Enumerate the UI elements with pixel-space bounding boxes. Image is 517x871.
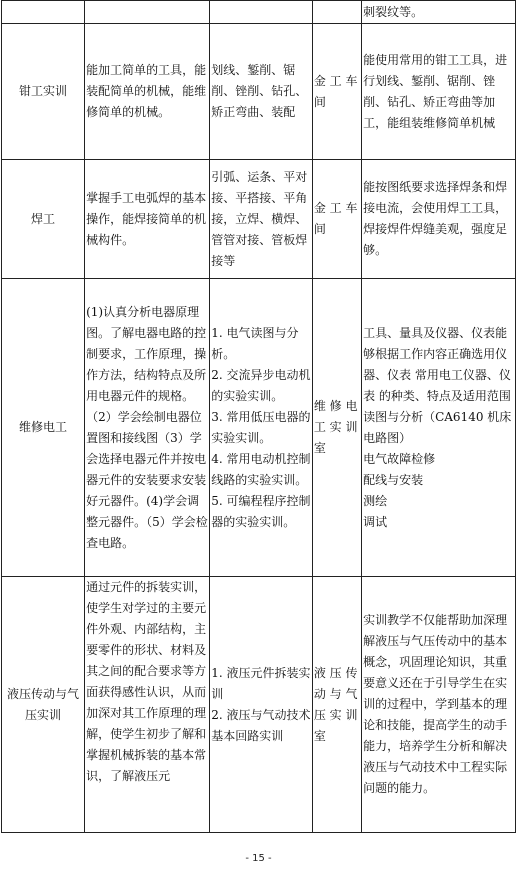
requirement-cell: 刺裂纹等。: [362, 1, 516, 24]
requirement-cell: 能按图纸要求选择焊条和焊接电流，会使用焊工工具，焊接焊件焊缝美观，强度足够。: [362, 160, 516, 279]
requirement-cell: 实训教学不仅能帮助加深理解液压与气压传动中的基本概念，巩固理论知识，其重要意义还在于引导学生在实训的过程中，学到基本的理论和技能，提高学生的动手能力，培养学生分析和解决液压与气动技术中工程实际问题的能力。: [362, 577, 516, 833]
requirement-item: 测绘: [363, 493, 388, 508]
content-cell: 引弧、运条、平对接、平搭接、平角接，立焊、横焊、管管对接、管板焊接等: [210, 160, 313, 279]
course-name-cell: 液压传动与气压实训: [2, 577, 85, 833]
course-name-cell: 焊工: [2, 160, 85, 279]
content-item: 1. 液压元件拆装实训: [211, 665, 311, 701]
requirement-cell: 能使用常用的钳工工具，进行划线、錾削、锯削、锉削、钻孔、矫正弯曲等加工，能组装维修简单机械: [362, 24, 516, 160]
table-row: [2, 24, 516, 160]
place-cell: 金 工 车间: [312, 160, 361, 279]
requirement-item: 调试: [363, 514, 388, 529]
goal-cell: (1)认真分析电器原理图。了解电器电路的控制要求，工作原理，操作方法，结构特点及所用电器元件的规格。（2）学会绘制电器位置图和接线图（3）学会选择电器元件并按电器元件的安装要求安装好元器件。(4)学会调整元器件。（5）学会检查电路。: [85, 279, 210, 577]
requirement-item: 读图与分析（CA6140 机床电路图）: [363, 409, 512, 445]
requirement-item: 电气故障检修: [363, 451, 436, 466]
requirement-cell: [362, 279, 516, 577]
table-row: [2, 160, 516, 279]
goal-cell: 通过元件的拆装实训，使学生对学过的主要元件外观、内部结构，主要零件的形状、材料及其之间的配合要求等方面获得感性认识，从而加深对其工作原理的理解，使学生初步了解和掌握机械拆装的基本常识，了解液压元: [85, 577, 210, 833]
place-cell: 液 压 传动 与 气压 实 训室: [312, 577, 361, 833]
content-cell: [210, 279, 313, 577]
place-cell: 金 工 车间: [312, 24, 361, 160]
content-item: 2. 液压与气动技术基本回路实训: [211, 707, 311, 743]
goal-cell: [85, 1, 210, 24]
goal-cell: 掌握手工电弧焊的基本操作，能焊接简单的机械构件。: [85, 160, 210, 279]
table-row: [2, 577, 516, 833]
content-cell: [210, 577, 313, 833]
content-cell: 划线、錾削、锯削、锉削、钻孔、矫正弯曲、装配: [210, 24, 313, 160]
page-number: - 15 -: [245, 853, 272, 864]
training-table: [1, 0, 516, 833]
place-cell: 维 修 电工 实 训室: [312, 279, 361, 577]
content-item: 3. 常用低压电器的实验实训。: [211, 409, 311, 445]
content-item: 2. 交流异步电动机的实验实训。: [211, 367, 311, 403]
content-item: 5. 可编程程序控制器的实验实训。: [211, 493, 311, 529]
requirement-item: 配线与安装: [363, 472, 424, 487]
course-name-cell: 钳工实训: [2, 24, 85, 160]
goal-cell: 能加工简单的工具，能装配简单的机械，能维修简单的机械。: [85, 24, 210, 160]
content-cell: [210, 1, 313, 24]
content-item: 1. 电气读图与分析。: [211, 325, 299, 361]
requirement-item: 工具、量具及仪器、仪表能够根据工作内容正确选用仪器、仪表 常用电工仪器、仪表 的种类、特点及适用范围: [363, 325, 511, 403]
course-name-cell: 维修电工: [2, 279, 85, 577]
place-cell: [312, 1, 361, 24]
table-row: [2, 1, 516, 24]
table-row: [2, 279, 516, 577]
course-name-cell: [2, 1, 85, 24]
content-item: 4. 常用电动机控制线路的实验实训。: [211, 451, 311, 487]
